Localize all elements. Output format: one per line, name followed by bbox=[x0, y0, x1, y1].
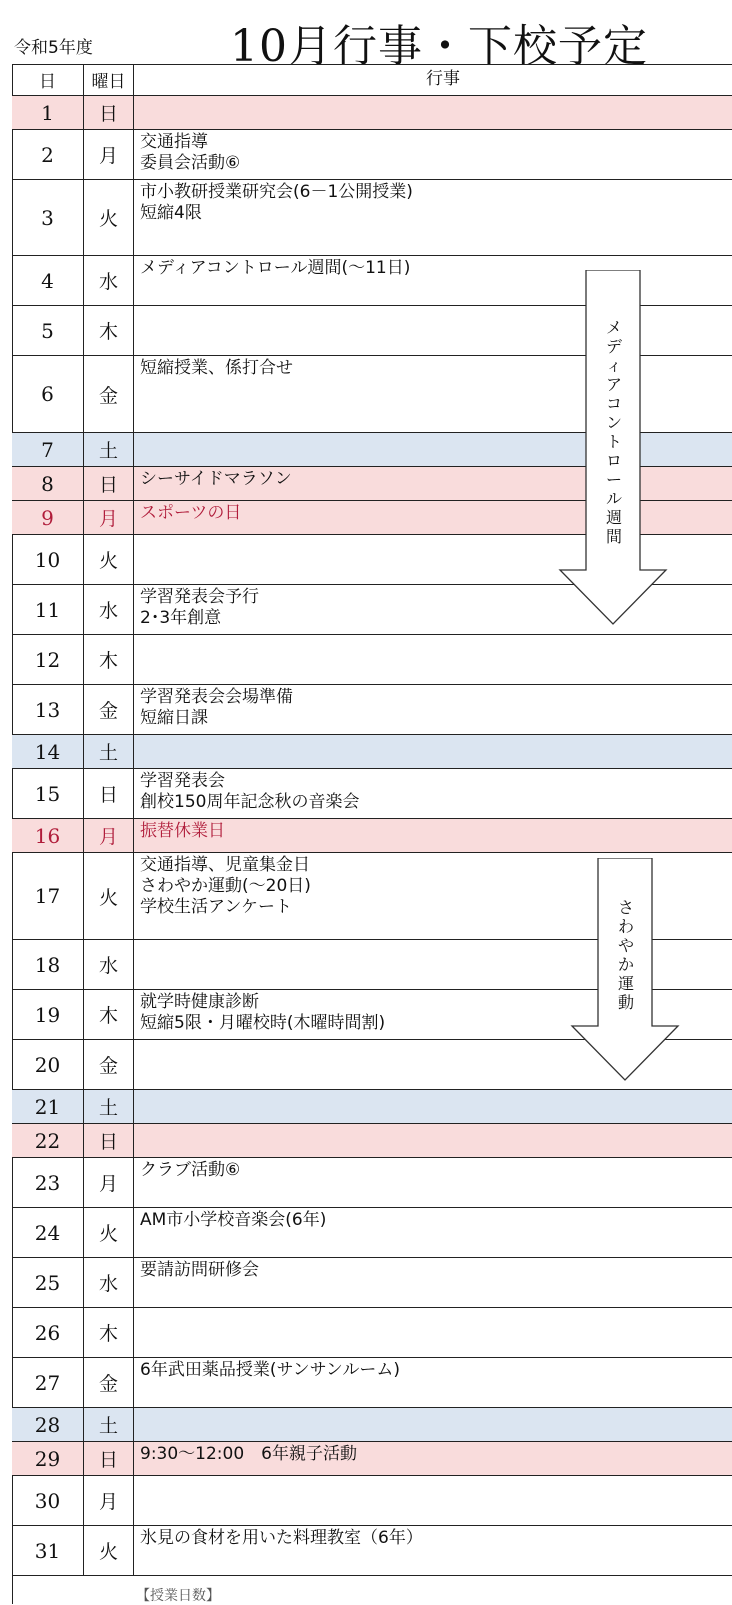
day-cell: 13 bbox=[12, 685, 84, 734]
day-cell: 23 bbox=[12, 1158, 84, 1207]
day-cell: 19 bbox=[12, 990, 84, 1039]
event-text: 9:30～12:00 6年親子活動 bbox=[140, 1444, 357, 1464]
day-cell: 21 bbox=[12, 1090, 84, 1123]
weekday-cell: 金 bbox=[84, 1040, 134, 1089]
weekday-cell: 金 bbox=[84, 356, 134, 432]
events-cell bbox=[134, 1408, 732, 1441]
weekday-cell: 月 bbox=[84, 501, 134, 534]
table-row bbox=[12, 180, 732, 256]
day-cell: 8 bbox=[12, 467, 84, 500]
table-row bbox=[12, 735, 732, 769]
day-cell: 24 bbox=[12, 1208, 84, 1257]
day-cell: 11 bbox=[12, 585, 84, 634]
day-cell: 2 bbox=[12, 130, 84, 179]
day-cell: 10 bbox=[12, 535, 84, 584]
event-text: 学習発表会会場準備 bbox=[140, 687, 293, 707]
table-row bbox=[12, 1124, 732, 1158]
weekday-cell: 日 bbox=[84, 769, 134, 818]
sawayaka-campaign-label: さ わ や か 運 動 bbox=[617, 898, 634, 1012]
weekday-cell: 木 bbox=[84, 990, 134, 1039]
weekday-cell: 土 bbox=[84, 735, 134, 768]
weekday-cell: 火 bbox=[84, 180, 134, 255]
weekday-cell: 水 bbox=[84, 256, 134, 305]
day-cell: 15 bbox=[12, 769, 84, 818]
weekday-cell: 木 bbox=[84, 1308, 134, 1357]
events-cell bbox=[134, 1158, 732, 1207]
day-cell: 6 bbox=[12, 356, 84, 432]
event-text: シーサイドマラソン bbox=[140, 469, 292, 489]
table-row bbox=[12, 819, 732, 853]
weekday-cell: 月 bbox=[84, 819, 134, 852]
table-row bbox=[12, 1258, 732, 1308]
event-text: 短縮授業、係打合せ bbox=[140, 358, 293, 378]
day-cell: 25 bbox=[12, 1258, 84, 1307]
event-text: 短縮5限・月曜校時(木曜時間割) bbox=[140, 1013, 386, 1033]
events-cell bbox=[134, 769, 732, 818]
weekday-cell: 日 bbox=[84, 1124, 134, 1157]
weekday-cell: 金 bbox=[84, 685, 134, 734]
page-title: 10月行事・下校予定 bbox=[230, 21, 648, 72]
table-row bbox=[12, 1308, 732, 1358]
day-cell: 3 bbox=[12, 180, 84, 255]
day-cell: 27 bbox=[12, 1358, 84, 1407]
day-cell: 12 bbox=[12, 635, 84, 684]
media-control-week-label: メ デ ィ ア コ ン ト ロ ー ル 週 間 bbox=[605, 318, 622, 546]
weekday-cell: 日 bbox=[84, 467, 134, 500]
table-row bbox=[12, 685, 732, 735]
day-cell: 5 bbox=[12, 306, 84, 355]
events-cell bbox=[134, 1090, 732, 1123]
header-day: 日 bbox=[12, 64, 84, 95]
event-text: 学校生活アンケート bbox=[140, 897, 292, 917]
weekday-cell: 月 bbox=[84, 1158, 134, 1207]
events-cell bbox=[134, 1208, 732, 1257]
weekday-cell: 日 bbox=[84, 96, 134, 129]
table-row bbox=[12, 1090, 732, 1124]
event-text: メディアコントロール週間(～11日) bbox=[140, 258, 411, 278]
events-cell bbox=[134, 1476, 732, 1525]
footer-partial-text: 【授業日数】 bbox=[136, 1588, 220, 1604]
event-text: 氷見の食材を用いた料理教室（6年） bbox=[140, 1528, 423, 1548]
event-text: 創校150周年記念秋の音楽会 bbox=[140, 792, 360, 812]
events-cell bbox=[134, 1308, 732, 1357]
table-row bbox=[12, 769, 732, 819]
table-row bbox=[12, 1408, 732, 1442]
weekday-cell: 水 bbox=[84, 585, 134, 634]
day-cell: 22 bbox=[12, 1124, 84, 1157]
weekday-cell: 土 bbox=[84, 433, 134, 466]
event-text: 就学時健康診断 bbox=[140, 992, 259, 1012]
event-text: 委員会活動⑥ bbox=[140, 153, 241, 173]
weekday-cell: 水 bbox=[84, 940, 134, 989]
event-text: 振替休業日 bbox=[140, 821, 225, 841]
table-row bbox=[12, 1208, 732, 1258]
weekday-cell: 火 bbox=[84, 853, 134, 939]
events-cell bbox=[134, 735, 732, 768]
table-row bbox=[12, 1476, 732, 1526]
table-row bbox=[12, 1442, 732, 1476]
event-text: 短縮日課 bbox=[140, 708, 208, 728]
event-text: 学習発表会 bbox=[140, 771, 225, 791]
event-text: 2･3年創意 bbox=[140, 608, 222, 628]
day-cell: 17 bbox=[12, 853, 84, 939]
day-cell: 1 bbox=[12, 96, 84, 129]
event-text: 学習発表会予行 bbox=[140, 587, 259, 607]
table-header-row bbox=[12, 64, 732, 96]
events-cell bbox=[134, 819, 732, 852]
event-text: 交通指導 bbox=[140, 132, 208, 152]
day-cell: 14 bbox=[12, 735, 84, 768]
day-cell: 29 bbox=[12, 1442, 84, 1475]
day-cell: 16 bbox=[12, 819, 84, 852]
events-cell bbox=[134, 96, 732, 129]
weekday-cell: 月 bbox=[84, 1476, 134, 1525]
table-row bbox=[12, 635, 732, 685]
header-weekday: 曜日 bbox=[84, 64, 134, 95]
table-row bbox=[12, 96, 732, 130]
events-cell bbox=[134, 130, 732, 179]
events-cell bbox=[134, 1258, 732, 1307]
weekday-cell: 火 bbox=[84, 1208, 134, 1257]
table-row bbox=[12, 1358, 732, 1408]
event-text: AM市小学校音楽会(6年) bbox=[140, 1210, 327, 1230]
day-cell: 30 bbox=[12, 1476, 84, 1525]
weekday-cell: 火 bbox=[84, 1526, 134, 1575]
day-cell: 28 bbox=[12, 1408, 84, 1441]
day-cell: 7 bbox=[12, 433, 84, 466]
event-text: さわやか運動(～20日) bbox=[140, 876, 311, 896]
events-cell bbox=[134, 1358, 732, 1407]
weekday-cell: 金 bbox=[84, 1358, 134, 1407]
event-text: 短縮4限 bbox=[140, 203, 202, 223]
weekday-cell: 木 bbox=[84, 635, 134, 684]
event-text: スポーツの日 bbox=[140, 503, 242, 523]
header-events: 行事 bbox=[426, 69, 460, 89]
day-cell: 20 bbox=[12, 1040, 84, 1089]
events-cell bbox=[134, 1442, 732, 1475]
fiscal-year-label: 令和5年度 bbox=[14, 38, 93, 58]
events-cell bbox=[134, 635, 732, 684]
day-cell: 26 bbox=[12, 1308, 84, 1357]
event-text: 要請訪問研修会 bbox=[140, 1260, 259, 1280]
table-row bbox=[12, 1526, 732, 1576]
event-text: クラブ活動⑥ bbox=[140, 1160, 241, 1180]
day-cell: 9 bbox=[12, 501, 84, 534]
table-row bbox=[12, 130, 732, 180]
day-cell: 31 bbox=[12, 1526, 84, 1575]
weekday-cell: 日 bbox=[84, 1442, 134, 1475]
weekday-cell: 水 bbox=[84, 1258, 134, 1307]
event-text: 市小教研授業研究会(6－1公開授業) bbox=[140, 182, 413, 202]
table-row bbox=[12, 1158, 732, 1208]
day-cell: 4 bbox=[12, 256, 84, 305]
weekday-cell: 土 bbox=[84, 1408, 134, 1441]
events-cell bbox=[134, 1124, 732, 1157]
weekday-cell: 木 bbox=[84, 306, 134, 355]
weekday-cell: 火 bbox=[84, 535, 134, 584]
events-cell bbox=[134, 685, 732, 734]
weekday-cell: 月 bbox=[84, 130, 134, 179]
events-cell bbox=[134, 1526, 732, 1575]
weekday-cell: 土 bbox=[84, 1090, 134, 1123]
event-text: 交通指導、児童集金日 bbox=[140, 855, 310, 875]
events-cell bbox=[134, 180, 732, 255]
event-text: 6年武田薬品授業(サンサンルーム) bbox=[140, 1360, 400, 1380]
day-cell: 18 bbox=[12, 940, 84, 989]
